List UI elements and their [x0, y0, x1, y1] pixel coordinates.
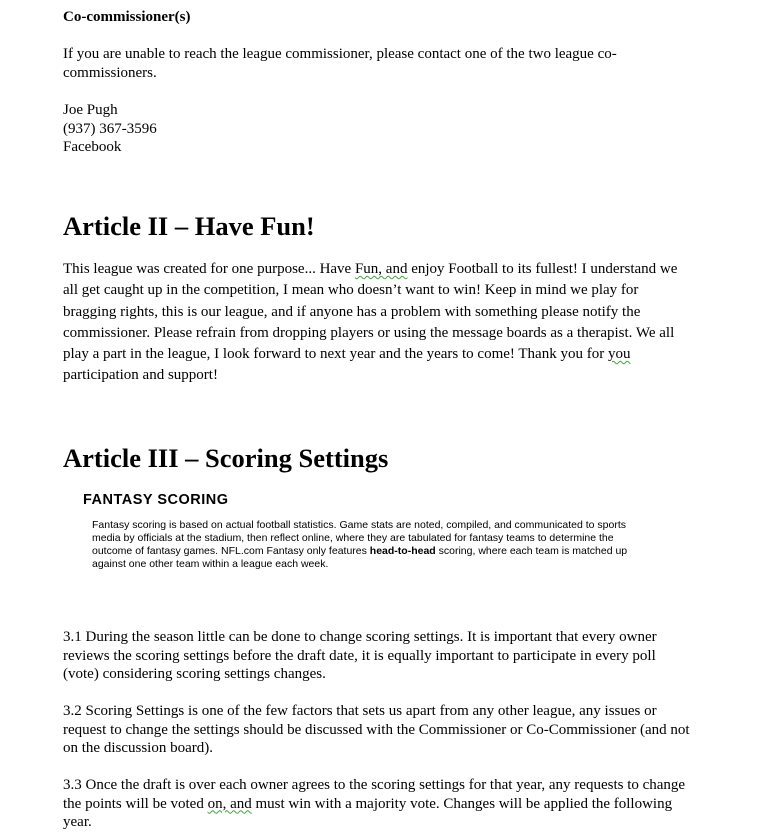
spellcheck-mark: you — [607, 346, 631, 363]
cocommissioner-intro: If you are unable to reach the league commissioner, please contact one of the two league co-commissioners. — [63, 46, 617, 81]
fantasy-scoring-description: Fantasy scoring is based on actual football statistics. Game stats are noted, compiled, and communicated to sports media by officials at the stadium, then reflect online, where they are tabulated for fantasy teams to determine the outcome of fantasy games. NFL.com Fantasy only features head-to-head scoring, where each team is matched up against one other team within a league each week. — [92, 519, 628, 570]
article-3-heading: Article III – Scoring Settings — [63, 443, 389, 473]
section-3-2: 3.2 Scoring Settings is one of the few factors that sets us apart from any other league, any issues or request to change the settings should be discussed with the Commissioner or Co-Commissioner (and not on the discussion board). — [63, 703, 690, 756]
cocommissioner-title: Co-commissioner(s) — [63, 9, 191, 25]
spellcheck-mark: Fun, and — [354, 261, 408, 277]
contact-name: Joe Pugh — [63, 102, 118, 118]
section-3-1: 3.1 During the season little can be done to change scoring settings. It is important that every owner reviews the scoring settings before the draft date, it is equally important to participate in every poll (vote) considering scoring settings changes. — [63, 629, 657, 682]
fantasy-scoring-title: FANTASY SCORING — [83, 492, 229, 508]
article-2-heading: Article II – Have Fun! — [63, 211, 315, 241]
article-2-paragraph: This league was created for one purpose... Have Fun, and enjoy Football to its fullest! I understand we all get caught up in the competition, I mean who doesn’t want to win! Keep in mind we play for bragging rights, this is our league, and if anyone has a problem with something please notify the commissioner. Please refrain from dropping players or using the message boards as a therapist. We all play a part in the league, I look forward to next year and the years to come! Thank you for you participation and support! — [63, 261, 678, 384]
contact-phone: (937) 367-3596 — [63, 121, 157, 137]
spellcheck-mark: on, and — [207, 795, 252, 812]
section-3-3: 3.3 Once the draft is over each owner agrees to the scoring settings for that year, any requests to change the points will be voted on, and must win with a majority vote. Changes will be applied the following year. — [63, 777, 686, 830]
head-to-head-emphasis: head-to-head — [369, 545, 436, 557]
contact-facebook: Facebook — [63, 139, 122, 155]
